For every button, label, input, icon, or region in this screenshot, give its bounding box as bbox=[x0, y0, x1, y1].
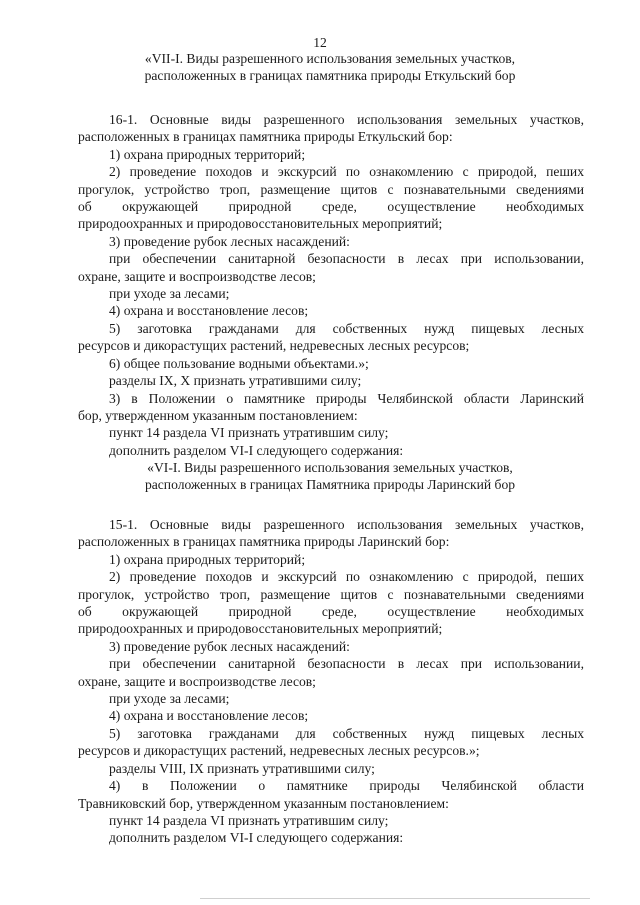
list-item: 5) заготовка гражданами для собственных нужд пищевых лесных bbox=[109, 725, 584, 741]
paragraph-line: пункт 14 раздела VI признать утратившим силу; bbox=[109, 425, 389, 441]
paragraph-line: бор, утвержденном указанным постановлением: bbox=[78, 407, 358, 423]
list-item: 1) охрана природных территорий; bbox=[109, 551, 306, 567]
paragraph-line: 15-1. Основные виды разрешенного использования земельных участков, bbox=[109, 517, 584, 532]
paragraph-line: разделы IX, X признать утратившими силу; bbox=[109, 373, 362, 389]
list-item: 2) проведение походов и экскурсий по ознакомлению с природой, пеших bbox=[109, 569, 584, 585]
paragraph-line: охране, защите и воспроизводстве лесов; bbox=[78, 268, 316, 284]
paragraph-line: 3) в Положении о памятнике природы Челябинской области Ларинский bbox=[109, 390, 584, 406]
paragraph-line: дополнить разделом VI-I следующего содержания: bbox=[109, 830, 404, 846]
heading-line: расположенных в границах памятника природы Еткульский бор bbox=[144, 68, 516, 84]
paragraph-line: ресурсов и дикорастущих растений, недревесных лесных ресурсов; bbox=[78, 338, 470, 354]
paragraph-line: разделы VIII, IX признать утратившими силу; bbox=[109, 760, 375, 776]
paragraph-line: ресурсов и дикорастущих растений, недревесных лесных ресурсов.»; bbox=[78, 743, 480, 759]
list-item: при уходе за лесами; bbox=[109, 691, 230, 707]
section-etkulsky-bor bbox=[78, 111, 584, 459]
list-item: 2) проведение походов и экскурсий по ознакомлению с природой, пеших bbox=[109, 164, 584, 180]
heading-line: «VI-I. Виды разрешенного использования земельных участков, bbox=[147, 460, 513, 475]
paragraph-line: прогулок, устройство троп, размещение щитов с познавательными сведениями bbox=[78, 181, 584, 197]
list-item: при уходе за лесами; bbox=[109, 286, 230, 302]
list-item: 4) охрана и восстановление лесов; bbox=[109, 708, 309, 724]
paragraph-line: расположенных в границах памятника природы Еткульский бор: bbox=[78, 129, 453, 145]
section-heading-vi-i bbox=[100, 459, 560, 494]
paragraph-line: природоохранных и природовосстановительных мероприятий; bbox=[78, 621, 443, 637]
list-item: 3) проведение рубок лесных насаждений: bbox=[109, 233, 350, 249]
list-item: при обеспечении санитарной безопасности в лесах при использовании, bbox=[109, 656, 584, 672]
list-item: 5) заготовка гражданами для собственных нужд пищевых лесных bbox=[109, 320, 584, 336]
section-larinsky-bor bbox=[78, 516, 584, 847]
paragraph-line: расположенных в границах памятника природы Ларинский бор: bbox=[78, 534, 450, 550]
section-heading-vii-i bbox=[100, 50, 560, 85]
heading-line: «VII-I. Виды разрешенного использования земельных участков, bbox=[144, 51, 516, 66]
paragraph-line: об окружающей природной среде, осуществление необходимых bbox=[78, 199, 584, 215]
list-item: 6) общее пользование водными объектами.»; bbox=[109, 355, 369, 371]
paragraph-line: 4) в Положении о памятнике природы Челябинской области bbox=[109, 778, 584, 794]
list-item: 1) охрана природных территорий; bbox=[109, 146, 306, 162]
paragraph-line: дополнить разделом VI-I следующего содержания: bbox=[109, 442, 404, 458]
list-item: 3) проведение рубок лесных насаждений: bbox=[109, 638, 350, 654]
paragraph-line: 16-1. Основные виды разрешенного использования земельных участков, bbox=[109, 112, 584, 127]
list-item: при обеспечении санитарной безопасности в лесах при использовании, bbox=[109, 251, 584, 267]
paragraph-line: прогулок, устройство троп, размещение щитов с познавательными сведениями bbox=[78, 586, 584, 602]
paragraph-line: об окружающей природной среде, осуществление необходимых bbox=[78, 604, 584, 620]
page-number: 12 bbox=[313, 35, 327, 50]
heading-line: расположенных в границах Памятника природы Ларинский бор bbox=[144, 477, 516, 493]
scan-artifact-line bbox=[200, 898, 590, 899]
paragraph-line: пункт 14 раздела VI признать утратившим силу; bbox=[109, 812, 389, 828]
paragraph-line: природоохранных и природовосстановительных мероприятий; bbox=[78, 216, 443, 232]
list-item: 4) охрана и восстановление лесов; bbox=[109, 303, 309, 319]
paragraph-line: охране, защите и воспроизводстве лесов; bbox=[78, 673, 316, 689]
paragraph-line: Травниковский бор, утвержденном указанным постановлением: bbox=[78, 795, 449, 811]
